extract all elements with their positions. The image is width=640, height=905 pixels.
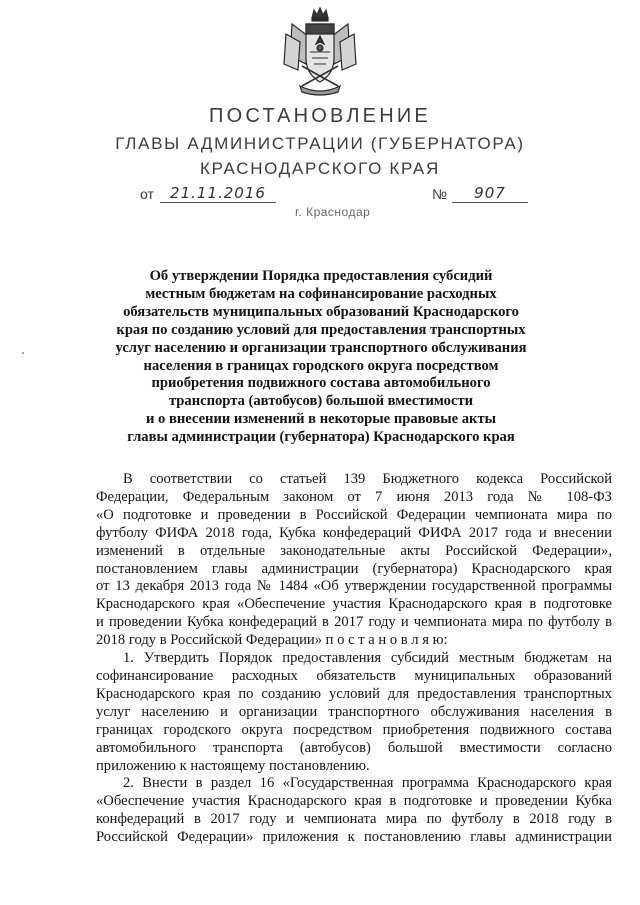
title-line: Об утверждении Порядка предоставления субсидий xyxy=(149,268,493,284)
title-line: транспорта (автобусов) большой вместимости xyxy=(168,393,474,410)
body-line: «О подготовке и проведении в Российской Федерации чемпионата мира по xyxy=(96,506,612,523)
document-type-title: ПОСТАНОВЛЕНИЕ xyxy=(209,105,431,127)
body-line: автомобильного транспорта (автобусов) большой вместимости согласно xyxy=(96,739,612,756)
decree-number: 907 xyxy=(452,184,528,203)
body-line: и проведении Кубка конфедераций в 2017 году и чемпионата мира по футболу в xyxy=(96,614,612,631)
title-line: услуг населению и организации транспортного обслуживания xyxy=(115,339,527,356)
body-line: софинансирование расходных обязательств муниципальных образований xyxy=(96,667,612,684)
preamble-paragraph xyxy=(96,471,612,650)
body-line: футболу ФИФА 2018 года, Кубка конфедераций ФИФА 2017 года и внесении xyxy=(96,524,612,541)
body-line: 2018 году в Российской Федерации» п о с т а н о в л я ю: xyxy=(96,632,448,649)
item-1-paragraph xyxy=(96,650,612,775)
body-line: постановлением главы администрации (губернатора) Краснодарского края xyxy=(96,560,612,577)
body-line: конфедераций в 2017 году и чемпионата мира по футболу в 2018 году в xyxy=(96,811,612,828)
region-line: КРАСНОДАРСКОГО КРАЯ xyxy=(200,159,440,178)
city-label: г. Краснодар xyxy=(295,205,371,219)
title-line: края по созданию условий для предоставления транспортных xyxy=(116,321,526,338)
title-line: главы администрации (губернатора) Краснодарского края xyxy=(127,429,515,446)
title-line: приобретения подвижного состава автомобильного xyxy=(151,375,491,392)
body-line: Краснодарского края по созданию условий для предоставления транспортных xyxy=(96,685,612,702)
body-line: услуг населению и организации транспортного обслуживания населения в xyxy=(96,703,612,720)
decree-title xyxy=(96,268,546,447)
item-2-paragraph xyxy=(96,775,612,847)
body-line: границах городского округа посредством приобретения подвижного состава xyxy=(96,721,612,738)
scan-dot xyxy=(22,352,24,354)
body-line: «Обеспечение участия Краснодарского края в подготовке и проведении Кубка xyxy=(96,793,612,810)
body-line: Российской Федерации» приложения к постановлению главы администрации xyxy=(96,829,612,846)
body-line: Федерации, Федеральным законом от 7 июня 2013 года № 108-ФЗ xyxy=(96,488,612,505)
body-line: изменений в отдельные законодательные акты Российской Федерации», xyxy=(96,542,612,559)
date-prefix: от xyxy=(140,186,154,202)
decree-date: 21.11.2016 xyxy=(160,184,276,203)
body-line: В соответствии со статьей 139 Бюджетного кодекса Российской xyxy=(123,471,612,487)
title-line: местным бюджетам на софинансирование расходных xyxy=(145,285,497,302)
body-line: приложению к настоящему постановлению. xyxy=(96,757,370,774)
number-prefix: № xyxy=(432,186,448,202)
body-line: от 13 декабря 2013 года № 1484 «Об утверждении государственной программы xyxy=(96,578,612,595)
decree-body xyxy=(96,471,612,847)
title-line: и о внесении изменений в некоторые правовые акты xyxy=(145,411,497,428)
title-line: населения в границах городского округа посредством xyxy=(143,357,499,374)
body-line: 1. Утвердить Порядок предоставления субсидий местным бюджетам на xyxy=(123,650,612,667)
body-line: 2. Внести в раздел 16 «Государственная программа Краснодарского края xyxy=(123,775,612,792)
coat-of-arms-icon xyxy=(282,6,358,96)
title-line: обязательств муниципальных образований Краснодарского xyxy=(123,303,519,320)
body-line: Краснодарского края «Обеспечение участия Краснодарского края в подготовке xyxy=(96,596,612,613)
issuer-line: ГЛАВЫ АДМИНИСТРАЦИИ (ГУБЕРНАТОРА) xyxy=(115,134,525,153)
